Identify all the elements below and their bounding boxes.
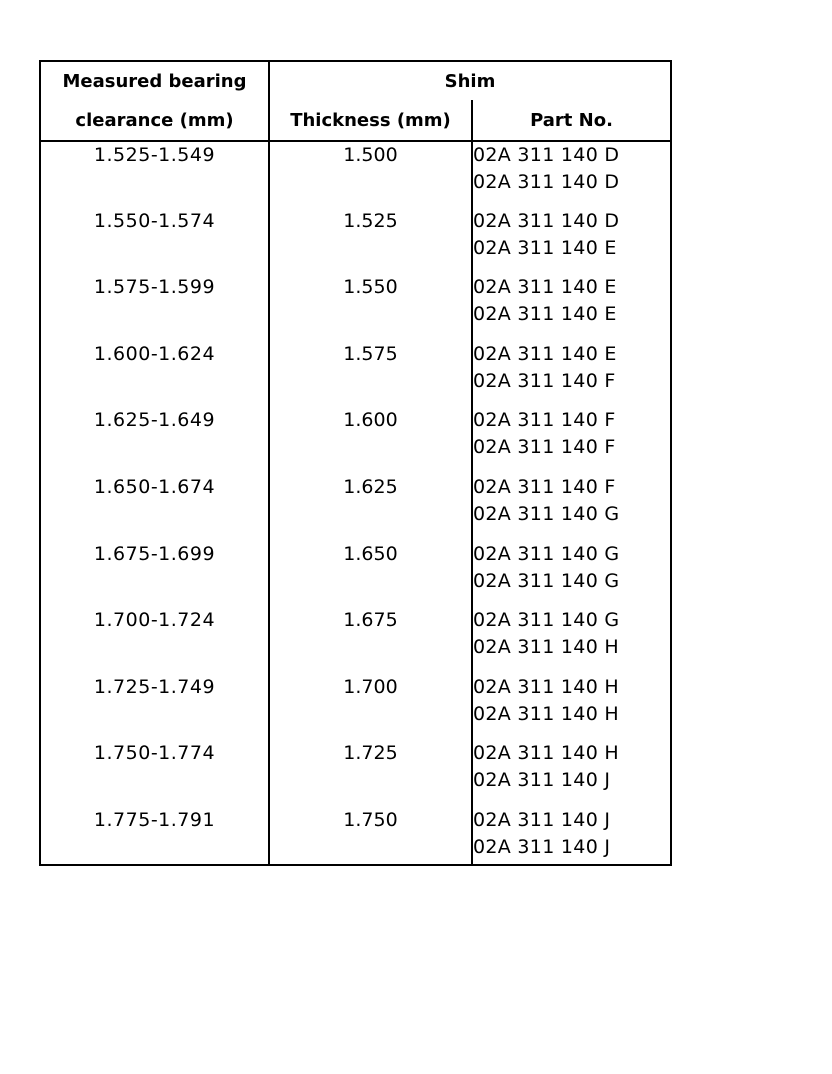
part-number: 02A 311 140 E xyxy=(473,236,617,259)
header-shim: Shim xyxy=(444,70,496,92)
part-number: 02A 311 140 G xyxy=(473,609,620,632)
part-no-cell xyxy=(472,474,671,541)
part-number: 02A 311 140 D xyxy=(473,144,620,166)
part-no-cell xyxy=(472,740,671,807)
part-no-cell xyxy=(472,807,671,865)
clearance-cell: 1.625-1.649 xyxy=(40,407,269,474)
table-row xyxy=(40,141,671,208)
part-number: 02A 311 140 F xyxy=(473,475,616,498)
part-number: 02A 311 140 H xyxy=(473,636,620,659)
thickness-cell: 1.625 xyxy=(269,474,472,541)
thickness-cell: 1.725 xyxy=(269,740,472,807)
table-row xyxy=(40,541,671,608)
clearance-cell: 1.675-1.699 xyxy=(40,541,269,608)
part-number: 02A 311 140 D xyxy=(473,209,620,232)
part-no-cell xyxy=(472,141,671,208)
clearance-cell: 1.725-1.749 xyxy=(40,674,269,741)
table-row xyxy=(40,208,671,275)
table-row xyxy=(40,474,671,541)
clearance-cell: 1.575-1.599 xyxy=(40,274,269,341)
table-row xyxy=(40,407,671,474)
part-number: 02A 311 140 E xyxy=(473,303,617,326)
part-number: 02A 311 140 G xyxy=(473,569,620,592)
part-number: 02A 311 140 F xyxy=(473,436,616,459)
clearance-cell: 1.600-1.624 xyxy=(40,341,269,408)
clearance-cell: 1.750-1.774 xyxy=(40,740,269,807)
part-number: 02A 311 140 H xyxy=(473,702,620,725)
part-no-cell xyxy=(472,541,671,608)
part-number: 02A 311 140 E xyxy=(473,342,617,365)
part-no-cell xyxy=(472,208,671,275)
thickness-cell: 1.600 xyxy=(269,407,472,474)
clearance-cell: 1.550-1.574 xyxy=(40,208,269,275)
thickness-cell: 1.550 xyxy=(269,274,472,341)
part-no-cell xyxy=(472,407,671,474)
part-number: 02A 311 140 F xyxy=(473,409,616,432)
header-thickness: Thickness (mm) xyxy=(269,100,472,141)
part-number: 02A 311 140 D xyxy=(473,171,620,193)
table-row xyxy=(40,607,671,674)
part-number: 02A 311 140 J xyxy=(473,808,611,831)
part-no-cell xyxy=(472,341,671,408)
table-row xyxy=(40,274,671,341)
thickness-cell: 1.575 xyxy=(269,341,472,408)
part-no-cell xyxy=(472,607,671,674)
part-number: 02A 311 140 H xyxy=(473,742,620,765)
table-row xyxy=(40,674,671,741)
part-number: 02A 311 140 G xyxy=(473,542,620,565)
table-body xyxy=(40,141,671,865)
clearance-cell: 1.700-1.724 xyxy=(40,607,269,674)
thickness-cell: 1.750 xyxy=(269,807,472,865)
table-row xyxy=(40,807,671,865)
thickness-cell: 1.500 xyxy=(269,141,472,208)
shim-selection-table xyxy=(39,60,672,866)
table-row xyxy=(40,740,671,807)
part-number: 02A 311 140 E xyxy=(473,276,617,299)
part-number: 02A 311 140 F xyxy=(473,369,616,392)
thickness-cell: 1.650 xyxy=(269,541,472,608)
part-number: 02A 311 140 H xyxy=(473,675,620,698)
clearance-cell: 1.775-1.791 xyxy=(40,807,269,865)
thickness-cell: 1.700 xyxy=(269,674,472,741)
header-measured-clearance-line1: Measured bearing xyxy=(40,61,269,100)
clearance-cell: 1.525-1.549 xyxy=(40,141,269,208)
table-row xyxy=(40,341,671,408)
thickness-cell: 1.525 xyxy=(269,208,472,275)
clearance-cell: 1.650-1.674 xyxy=(40,474,269,541)
thickness-cell: 1.675 xyxy=(269,607,472,674)
part-number: 02A 311 140 G xyxy=(473,502,620,525)
part-number: 02A 311 140 J xyxy=(473,835,611,858)
part-no-cell xyxy=(472,674,671,741)
header-part-no: Part No. xyxy=(472,100,671,141)
part-number: 02A 311 140 J xyxy=(473,769,611,792)
header-measured-clearance-line2: clearance (mm) xyxy=(40,100,269,141)
part-no-cell xyxy=(472,274,671,341)
